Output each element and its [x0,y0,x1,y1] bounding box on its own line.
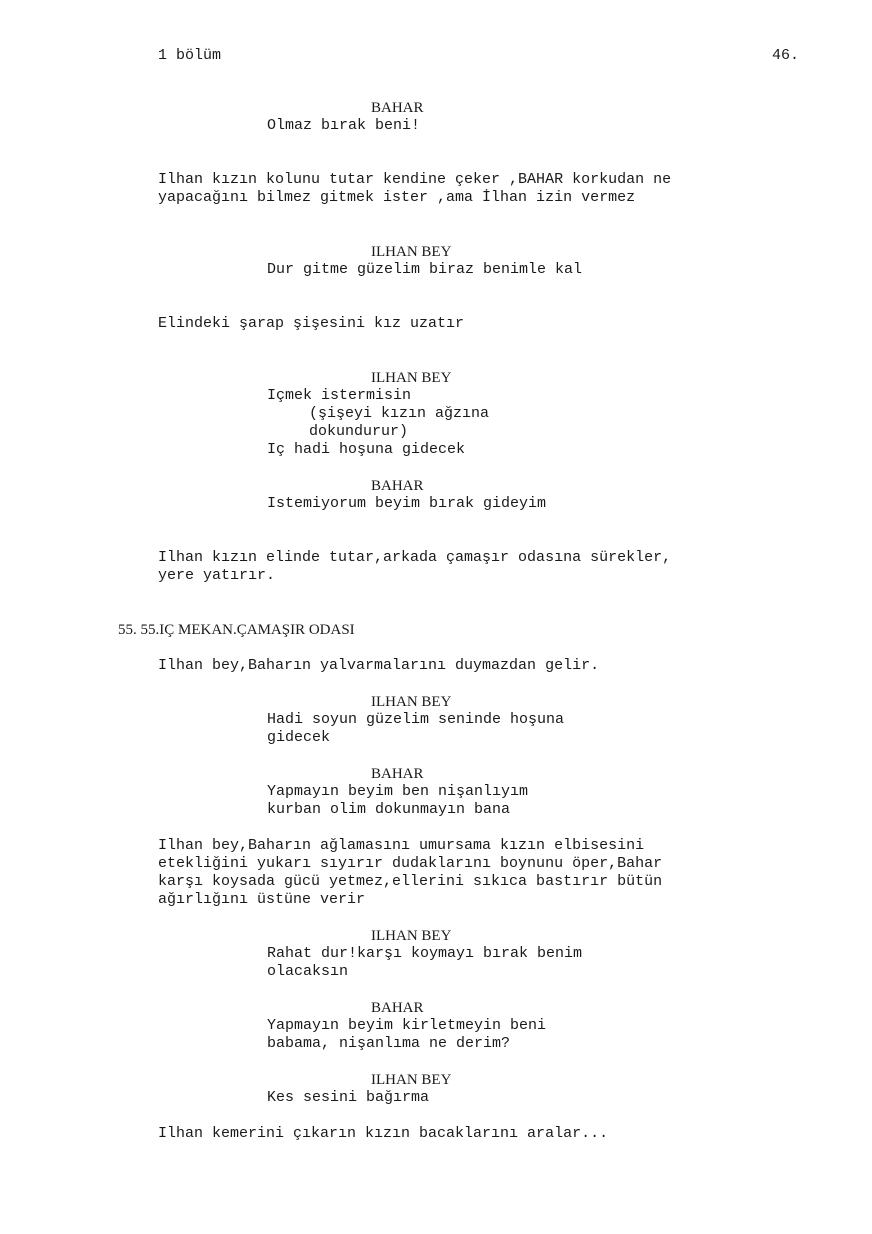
scene-heading: 55. 55.IÇ MEKAN.ÇAMAŞIR ODASI [118,622,355,638]
action-line: Ilhan kızın elinde tutar,arkada çamaşır odasına sürekler, [158,549,672,566]
action-line: ağırlığını üstüne verir [158,891,366,908]
character-name: ILHAN BEY [371,244,452,260]
episode-label: 1 bölüm [158,47,222,64]
dialogue-line: Rahat dur!karşı koymayı bırak benim [267,945,583,962]
parenthetical-line: dokundurur) [309,423,409,440]
character-name: BAHAR [371,478,424,494]
dialogue-line: Hadi soyun güzelim seninde hoşuna [267,711,565,728]
character-name: BAHAR [371,766,424,782]
character-name: ILHAN BEY [371,928,452,944]
action-line: Ilhan kızın kolunu tutar kendine çeker ,BAHAR korkudan ne [158,171,672,188]
dialogue-line: Istemiyorum beyim bırak gideyim [267,495,547,512]
page-number: 46. [772,47,800,64]
character-name: BAHAR [371,1000,424,1016]
dialogue-line: Kes sesini bağırma [267,1089,430,1106]
dialogue-line: olacaksın [267,963,349,980]
dialogue-line: Yapmayın beyim ben nişanlıyım [267,783,529,800]
dialogue-line: kurban olim dokunmayın bana [267,801,511,818]
dialogue-line: gidecek [267,729,331,746]
action-line: Elindeki şarap şişesini kız uzatır [158,315,465,332]
action-line: yere yatırır. [158,567,276,584]
action-line: yapacağını bilmez gitmek ister ,ama İlhan izin vermez [158,189,636,206]
script-body [0,99,872,1143]
action-line: Ilhan kemerini çıkarın kızın bacaklarını aralar... [158,1125,609,1142]
action-line: Ilhan bey,Baharın ağlamasını umursama kızın elbisesini [158,837,645,854]
action-line: karşı koysada gücü yetmez,ellerini sıkıca bastırır bütün [158,873,663,890]
character-name: ILHAN BEY [371,1072,452,1088]
dialogue-line: Içmek istermisin [267,387,412,404]
dialogue-line: Dur gitme güzelim biraz benimle kal [267,261,583,278]
dialogue-line: Yapmayın beyim kirletmeyin beni [267,1017,547,1034]
character-name: ILHAN BEY [371,370,452,386]
dialogue-line: babama, nişanlıma ne derim? [267,1035,511,1052]
dialogue-line: Iç hadi hoşuna gidecek [267,441,466,458]
action-line: Ilhan bey,Baharın yalvarmalarını duymazdan gelir. [158,657,600,674]
action-line: etekliğini yukarı sıyırır dudaklarını boynunu öper,Bahar [158,855,663,872]
parenthetical-line: (şişeyi kızın ağzına [309,405,490,422]
character-name: BAHAR [371,100,424,116]
dialogue-line: Olmaz bırak beni! [267,117,421,134]
character-name: ILHAN BEY [371,694,452,710]
